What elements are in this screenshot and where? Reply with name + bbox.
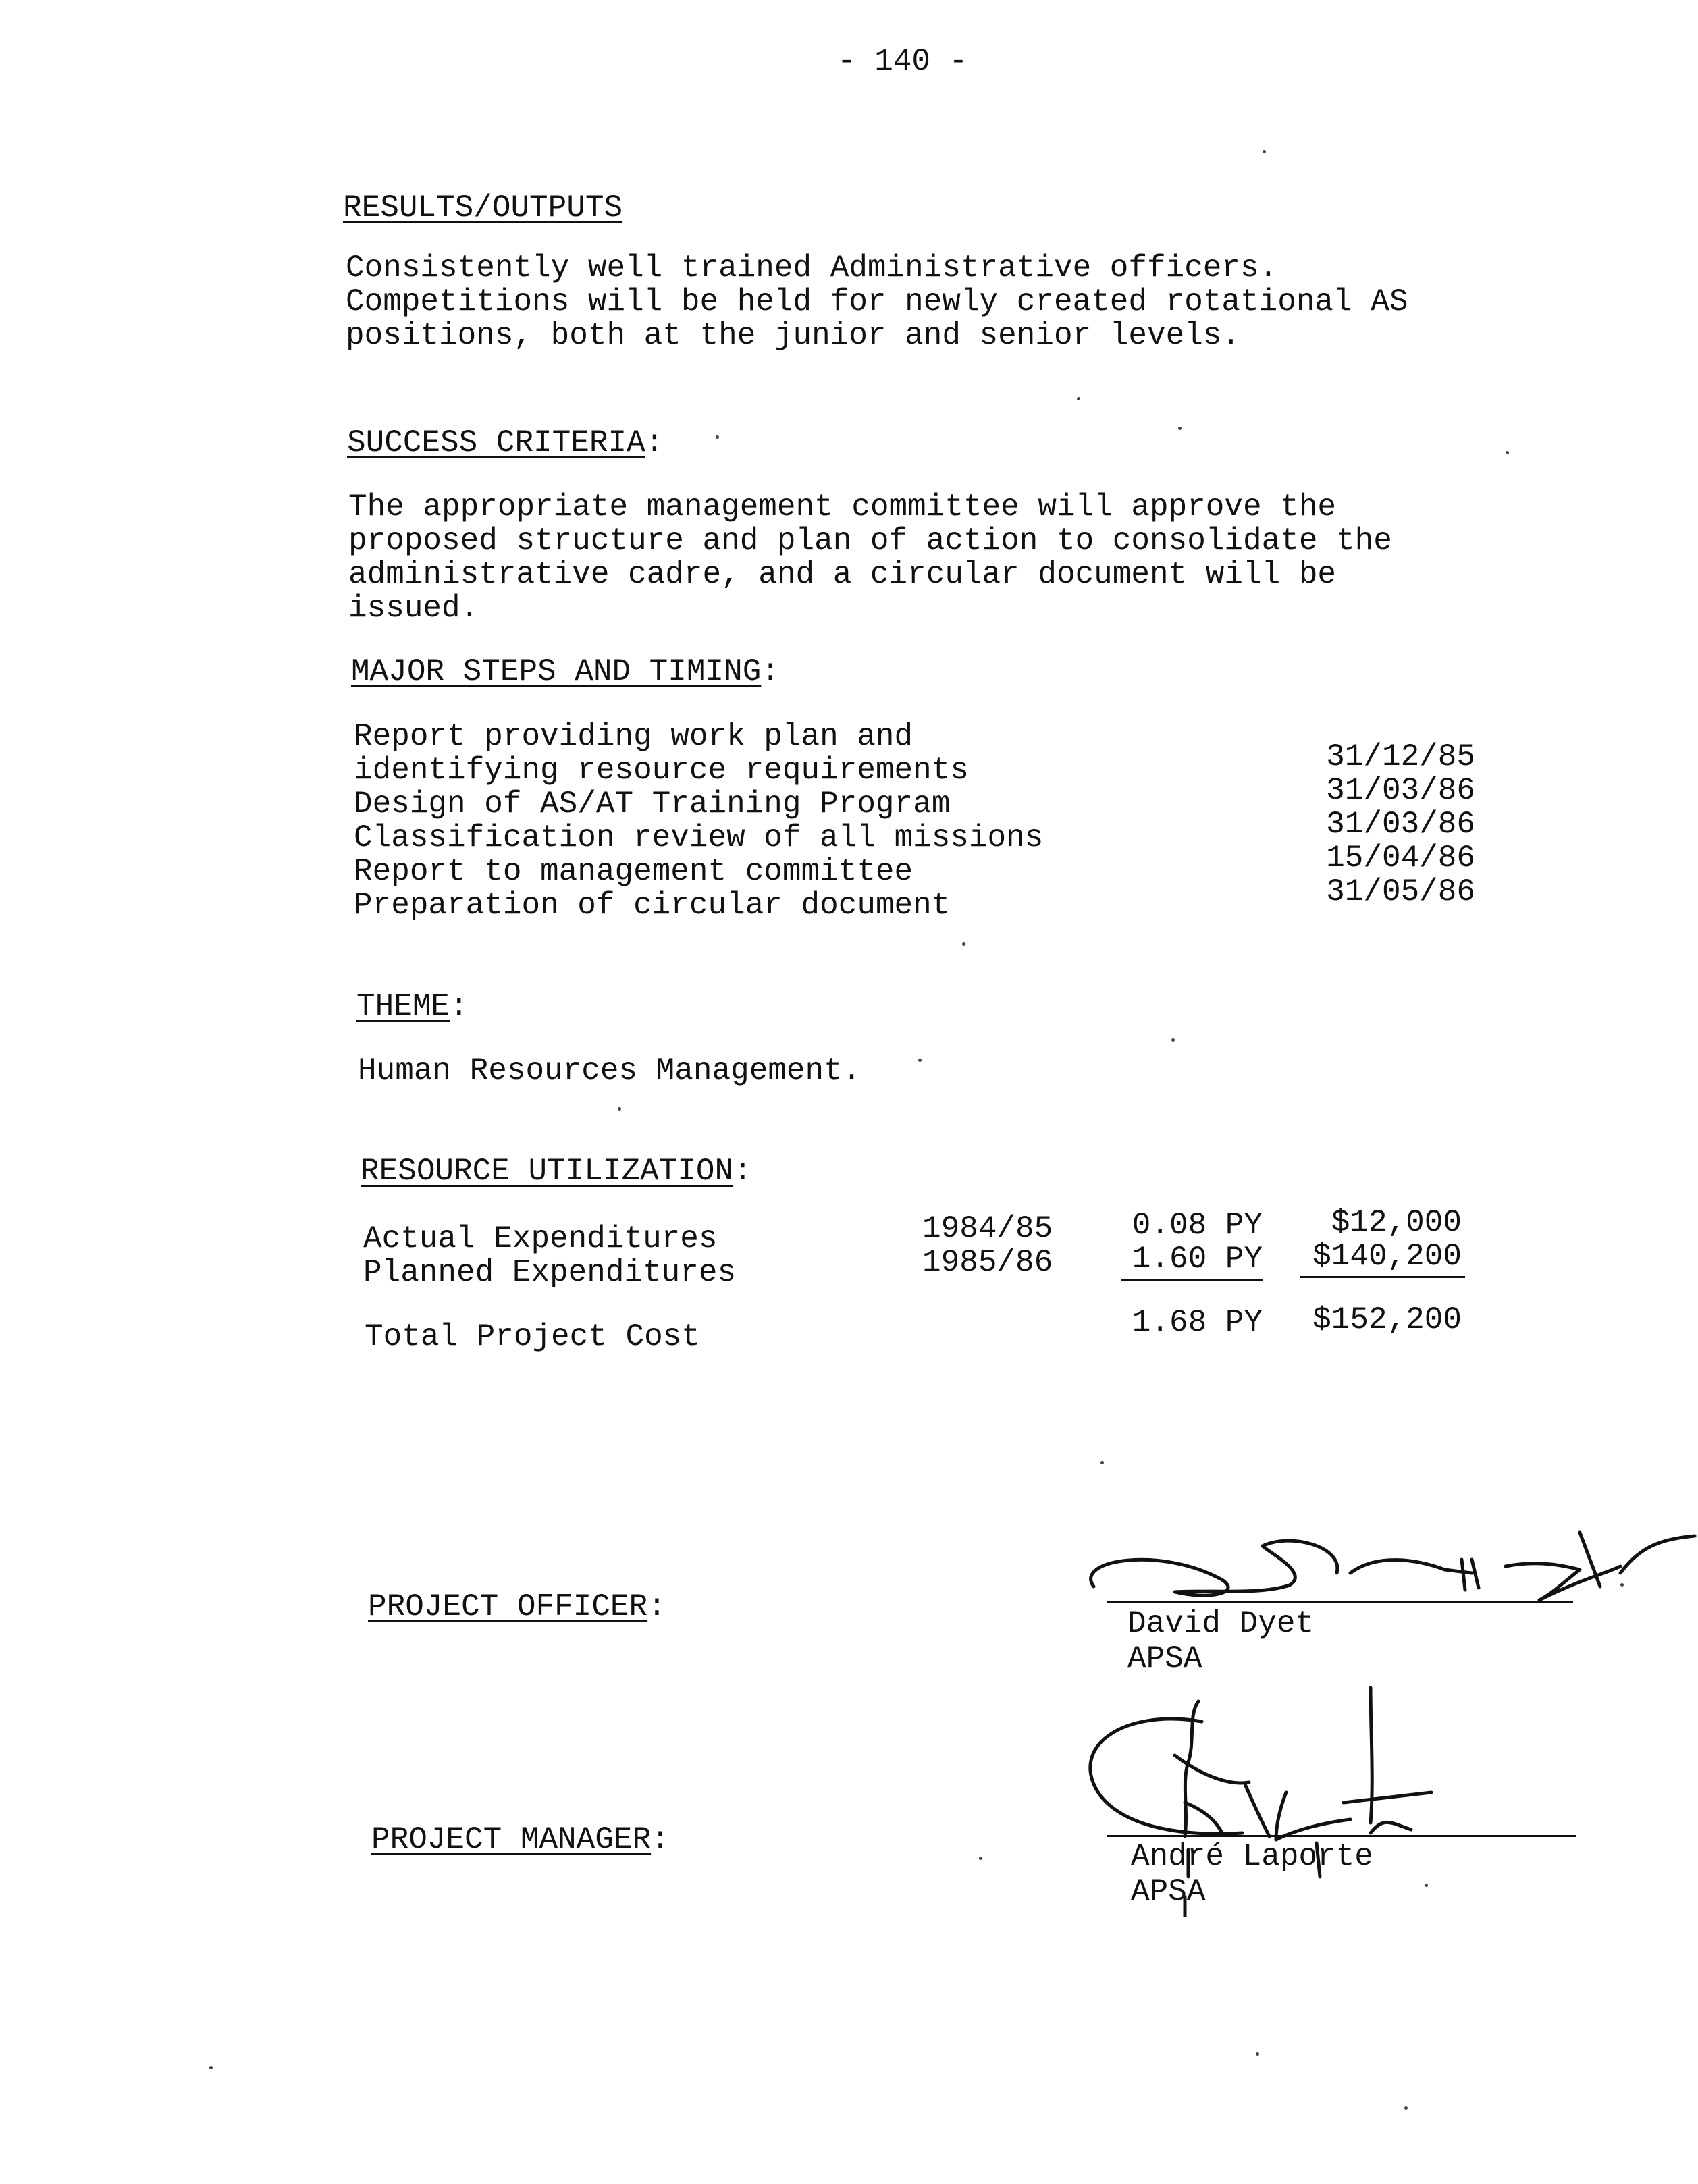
step-date-4: 31/03/86: [1326, 807, 1475, 842]
resources-heading-row: [361, 1154, 752, 1188]
amount-subtotal-rule: [1300, 1276, 1465, 1278]
scan-speck: [1404, 2106, 1408, 2110]
resources-row-2-py: 1.60 PY: [1132, 1242, 1263, 1277]
results-heading: RESULTS/OUTPUTS: [343, 190, 623, 225]
scan-speck: [962, 942, 965, 946]
total-py: 1.68 PY: [1132, 1305, 1263, 1340]
resources-heading: RESOURCE UTILIZATION: [361, 1154, 734, 1189]
resources-colon: :: [733, 1154, 752, 1189]
officer-signature: [1067, 1506, 1698, 1620]
total-amount: $152,200: [1312, 1302, 1462, 1337]
scan-speck: [1171, 1038, 1175, 1042]
step-label-6: Preparation of circular document: [354, 888, 951, 923]
resources-row-1-amount: $12,000: [1331, 1205, 1462, 1240]
officer-heading-row: [368, 1590, 666, 1624]
resources-row-2-year: 1985/86: [922, 1245, 1053, 1280]
scan-speck: [1256, 2052, 1259, 2056]
success-line-4: issued.: [348, 591, 479, 626]
total-label: Total Project Cost: [365, 1319, 700, 1354]
step-label-1: Report providing work plan and: [354, 719, 913, 754]
scan-speck: [1077, 397, 1080, 400]
manager-signature: [1053, 1674, 1458, 1917]
success-colon: :: [645, 425, 664, 460]
step-label-2: identifying resource requirements: [354, 753, 969, 788]
resources-row-2-amount: $140,200: [1312, 1239, 1462, 1274]
scan-speck: [716, 435, 719, 439]
success-line-1: The appropriate management committee will approve the: [348, 489, 1337, 525]
py-subtotal-rule: [1121, 1279, 1263, 1281]
step-date-3: 31/03/86: [1326, 773, 1475, 808]
steps-colon: :: [761, 654, 780, 689]
scan-speck: [1506, 451, 1509, 454]
scan-speck: [918, 1059, 922, 1062]
theme-heading-row: [356, 990, 469, 1023]
officer-name: David Dyet: [1127, 1606, 1315, 1641]
step-label-3: Design of AS/AT Training Program: [354, 787, 951, 822]
theme-value: Human Resources Management.: [358, 1053, 861, 1088]
officer-colon: :: [647, 1589, 666, 1624]
results-line-2: Competitions will be held for newly created rotational AS: [346, 284, 1408, 319]
scan-speck: [1425, 1884, 1428, 1887]
results-line-1: Consistently well trained Administrative officers.: [346, 250, 1278, 286]
scan-speck: [1263, 150, 1266, 153]
success-line-2: proposed structure and plan of action to consolidate the: [348, 523, 1392, 558]
success-heading-row: [347, 426, 664, 460]
scan-speck: [618, 1107, 621, 1111]
scan-speck: [1620, 1583, 1624, 1587]
page-number: - 140 -: [837, 44, 968, 79]
step-date-5: 15/04/86: [1326, 841, 1475, 876]
resources-row-2-label: Planned Expenditures: [363, 1255, 737, 1290]
scan-speck: [979, 1857, 982, 1860]
step-date-2: 31/12/85: [1326, 739, 1475, 774]
resources-row-1-year: 1984/85: [922, 1211, 1053, 1246]
success-line-3: administrative cadre, and a circular document will be: [348, 557, 1337, 592]
scan-speck: [1100, 1461, 1104, 1464]
step-label-5: Report to management committee: [354, 854, 913, 889]
success-heading: SUCCESS CRITERIA: [347, 425, 645, 460]
manager-heading-row: [371, 1823, 670, 1857]
manager-heading: PROJECT MANAGER: [371, 1822, 652, 1857]
resources-row-1-label: Actual Expenditures: [363, 1221, 718, 1256]
scan-speck: [209, 2066, 213, 2069]
steps-heading-row: [351, 655, 780, 689]
steps-heading: MAJOR STEPS AND TIMING: [351, 654, 762, 689]
manager-colon: :: [651, 1822, 670, 1857]
theme-colon: :: [450, 989, 469, 1024]
theme-heading: THEME: [356, 989, 450, 1024]
officer-org: APSA: [1127, 1641, 1202, 1676]
step-label-4: Classification review of all missions: [354, 820, 1044, 855]
step-date-6: 31/05/86: [1326, 874, 1475, 909]
scan-speck: [1178, 427, 1182, 430]
manager-org: APSA: [1131, 1874, 1206, 1909]
manager-name: André Laporte: [1131, 1839, 1373, 1874]
officer-heading: PROJECT OFFICER: [368, 1589, 648, 1624]
resources-row-1-py: 0.08 PY: [1132, 1208, 1263, 1243]
results-line-3: positions, both at the junior and senior levels.: [346, 318, 1241, 353]
